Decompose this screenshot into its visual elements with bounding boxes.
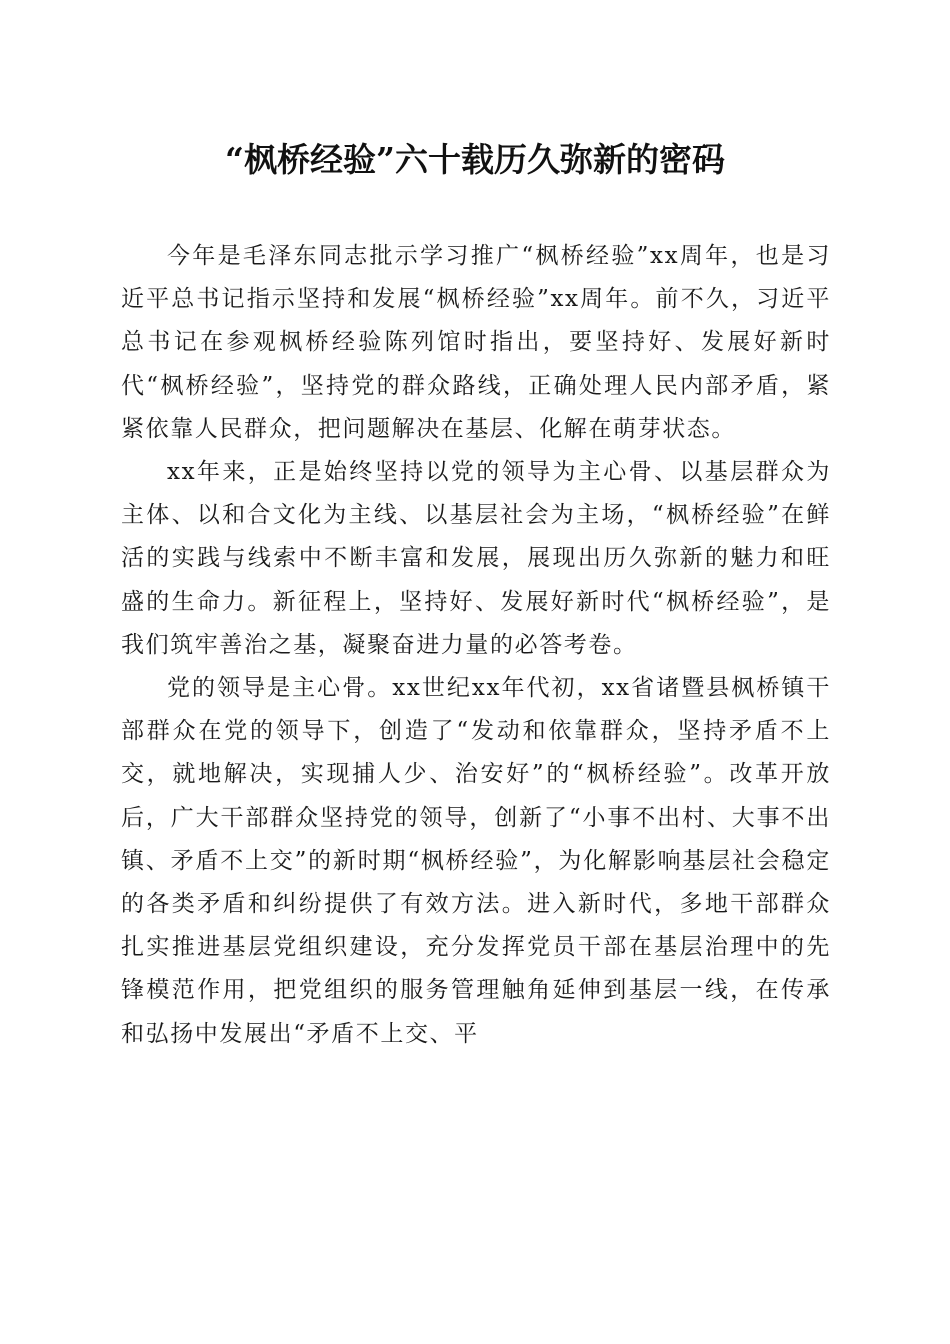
paragraph-2: xx年来，正是始终坚持以党的领导为主心骨、以基层群众为主体、以和合文化为主线、以基层社会为主场，“枫桥经验”在鲜活的实践与线索中不断丰富和发展，展现出历久弥新的魅力和旺盛的生命力。新征程上，坚持好、发展好新时代“枫桥经验”，是我们筑牢善治之基，凝聚奋进力量的必答考卷。 xyxy=(121,459,831,658)
document-body xyxy=(121,235,831,1056)
document-title: “枫桥经验”六十载历久弥新的密码 xyxy=(225,140,725,179)
paragraph-3: 党的领导是主心骨。xx世纪xx年代初，xx省诸暨县枫桥镇干部群众在党的领导下，创造了“发动和依靠群众，坚持矛盾不上交，就地解决，实现捕人少、治安好”的“枫桥经验”。改革开放后，广大干部群众坚持党的领导，创新了“小事不出村、大事不出镇、矛盾不上交”的新时期“枫桥经验”，为化解影响基层社会稳定的各类矛盾和纠纷提供了有效方法。进入新时代，多地干部群众扎实推进基层党组织建设，充分发挥党员干部在基层治理中的先锋模范作用，把党组织的服务管理触角延伸到基层一线，在传承和弘扬中发展出“矛盾不上交、平 xyxy=(121,675,831,1047)
paragraph-1: 今年是毛泽东同志批示学习推广“枫桥经验”xx周年，也是习近平总书记指示坚持和发展“枫桥经验”xx周年。前不久，习近平总书记在参观枫桥经验陈列馆时指出，要坚持好、发展好新时代“枫桥经验”，坚持党的群众路线，正确处理人民内部矛盾，紧紧依靠人民群众，把问题解决在基层、化解在萌芽状态。 xyxy=(121,243,831,442)
